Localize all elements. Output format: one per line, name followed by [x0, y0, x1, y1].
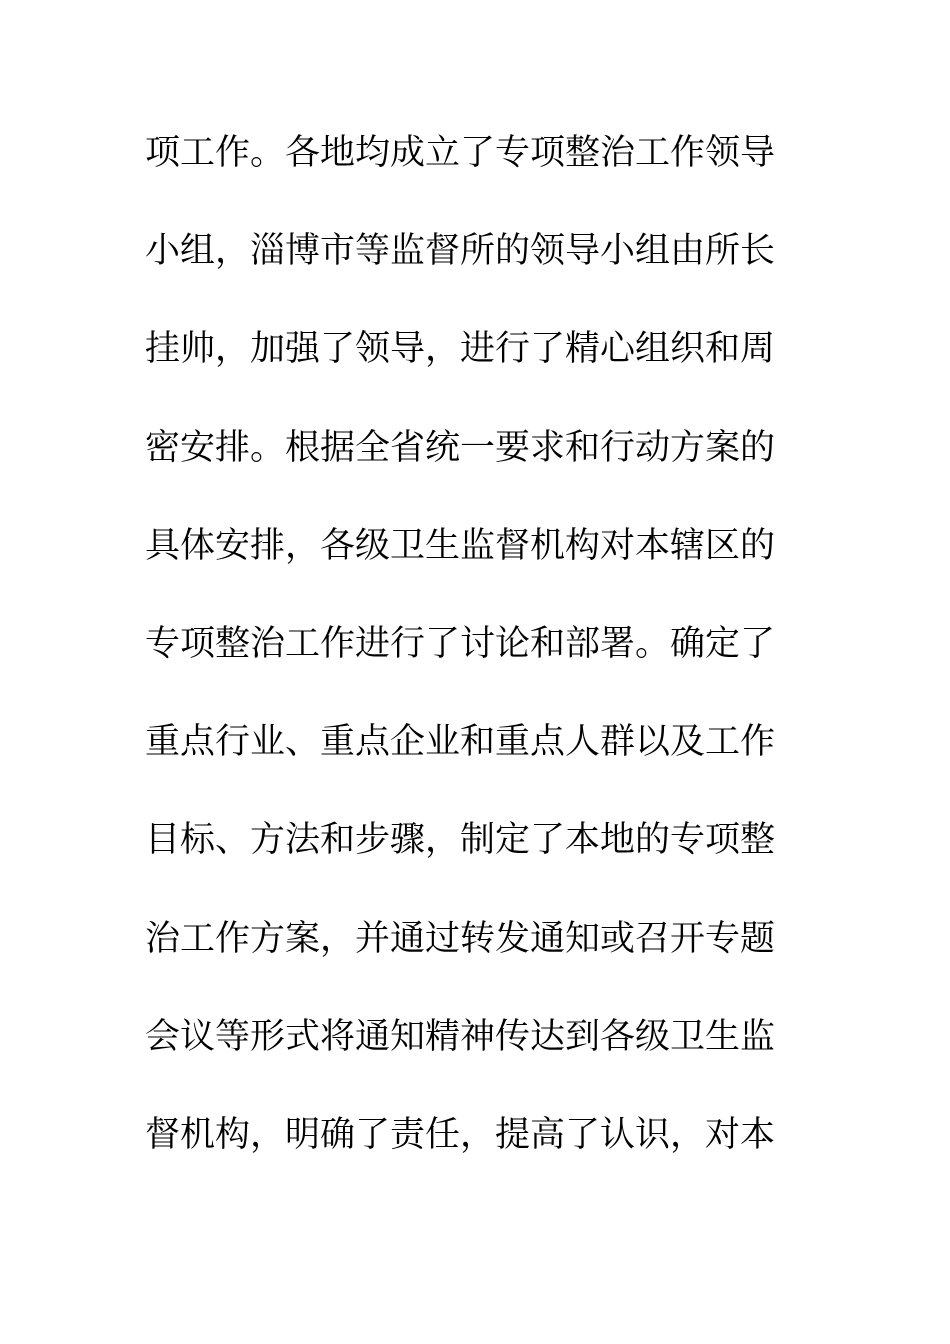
text-line-2: 小组，淄博市等监督所的领导小组由所长	[145, 231, 776, 272]
text-line-4: 密安排。根据全省统一要求和行动方案的	[145, 427, 776, 468]
text-line-5: 具体安排，各级卫生监督机构对本辖区的	[145, 525, 776, 566]
text-line-6: 专项整治工作进行了讨论和部署。确定了	[145, 623, 776, 664]
text-line-3: 挂帅，加强了领导，进行了精心组织和周	[145, 329, 776, 370]
text-line-7: 重点行业、重点企业和重点人群以及工作	[145, 722, 776, 763]
text-line-11: 督机构，明确了责任，提高了认识，对本	[145, 1114, 776, 1155]
text-line-1: 项工作。各地均成立了专项整治工作领导	[145, 133, 776, 173]
text-line-8: 目标、方法和步骤，制定了本地的专项整	[145, 820, 776, 861]
text-line-9: 治工作方案，并通过转发通知或召开专题	[145, 918, 776, 959]
text-line-10: 会议等形式将通知精神传达到各级卫生监	[145, 1016, 776, 1057]
body-paragraph	[145, 124, 805, 1204]
